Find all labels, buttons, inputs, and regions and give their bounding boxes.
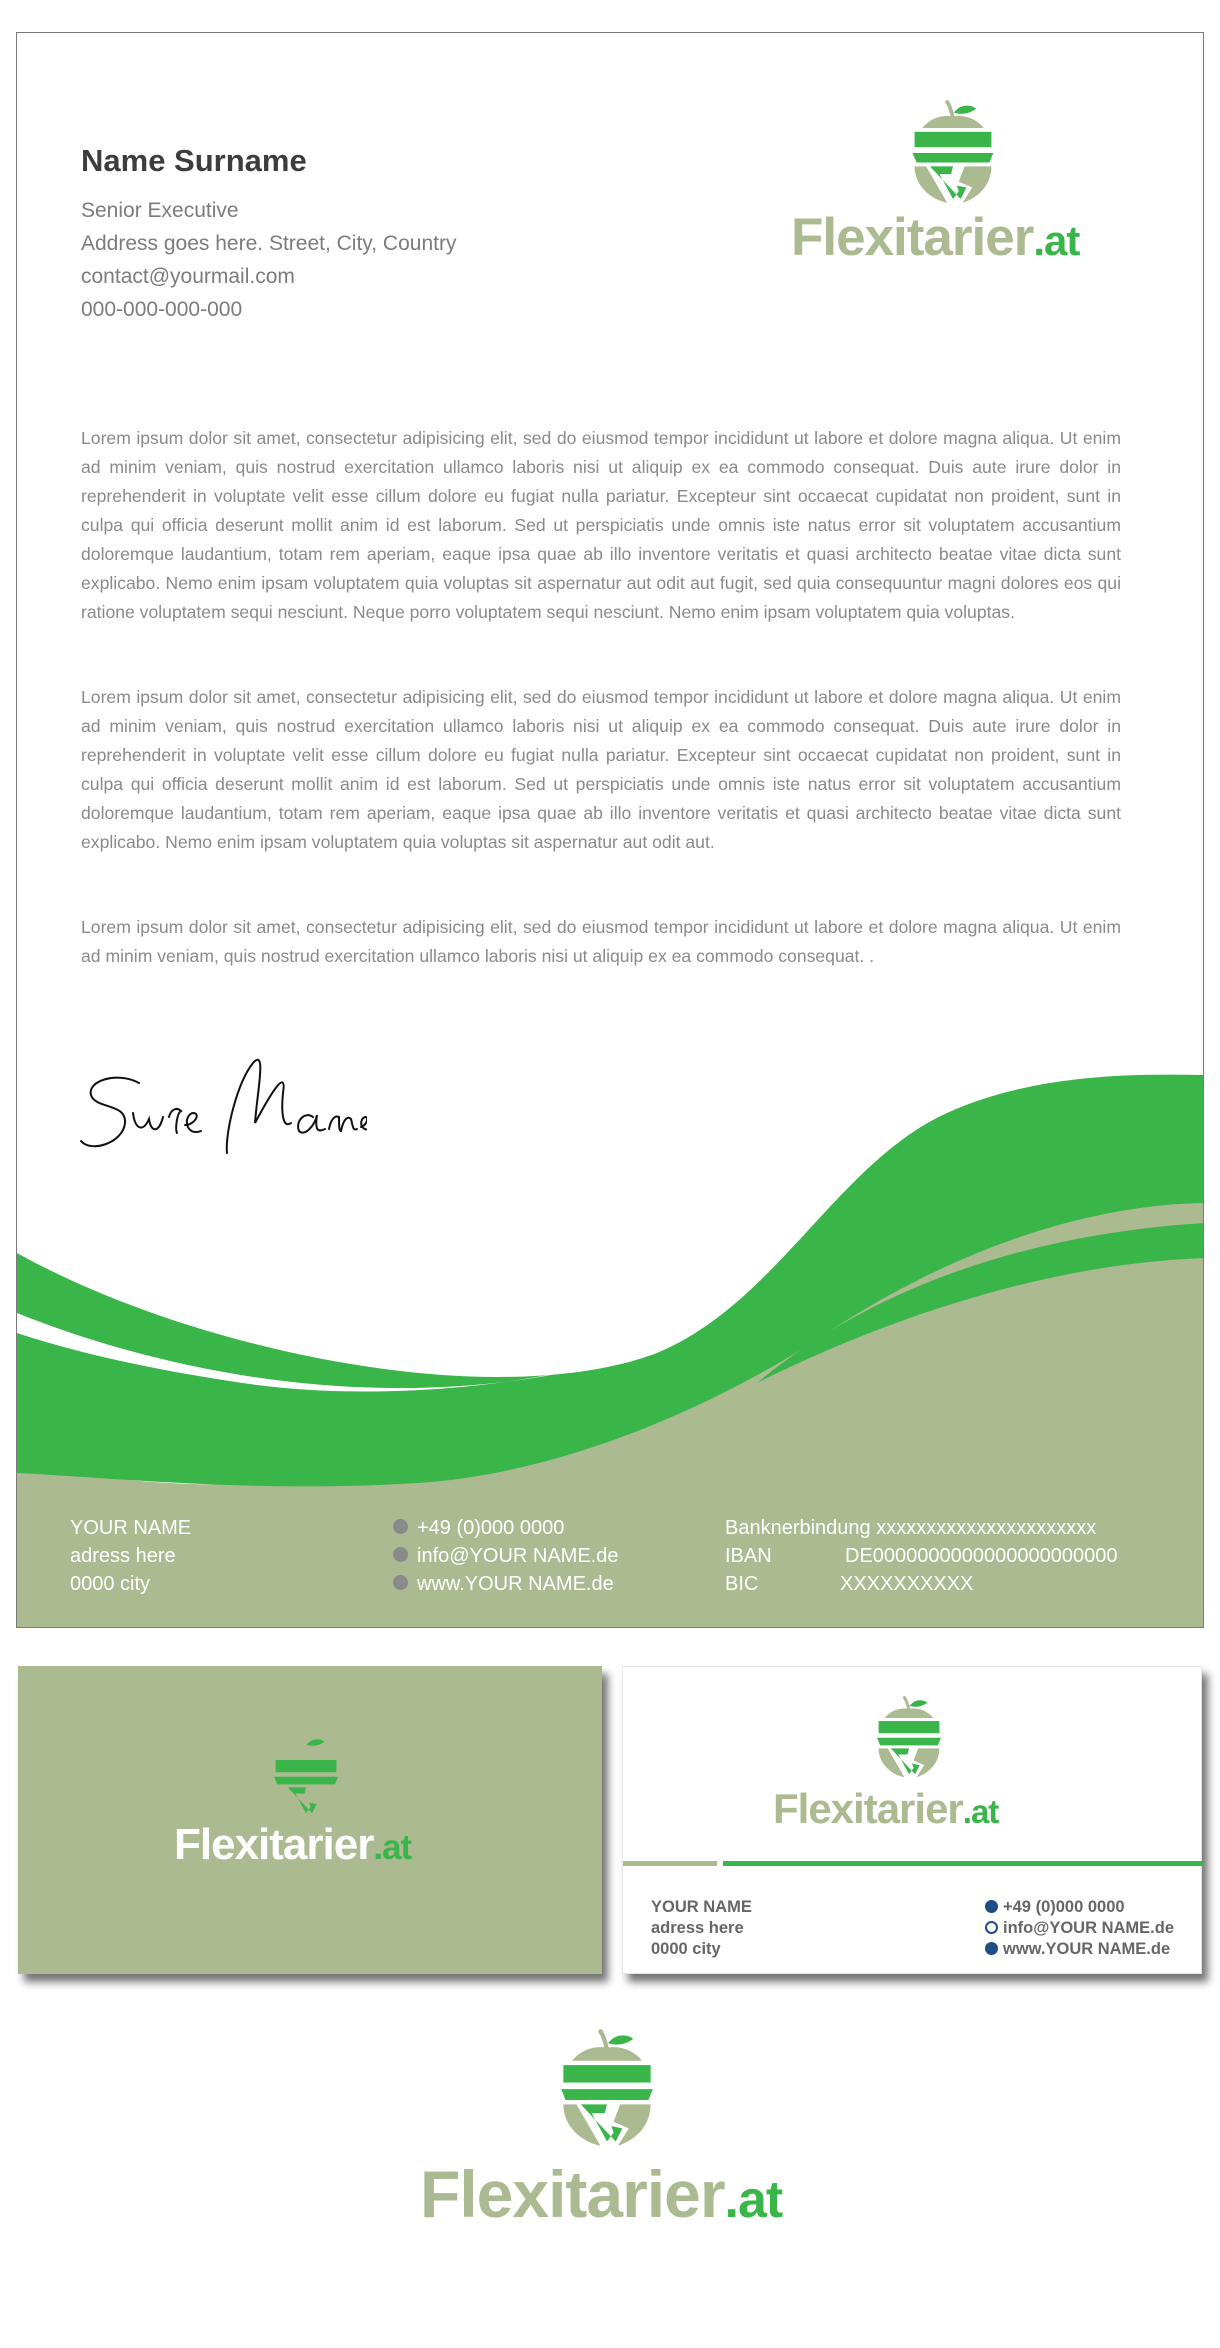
brand-logo-header	[791, 207, 1079, 268]
mail-icon	[985, 1921, 998, 1934]
apple-logo-icon	[871, 1693, 947, 1781]
apple-logo-icon	[268, 1734, 344, 1818]
footer-address-block	[70, 1514, 191, 1598]
sender-phone: 000-000-000-000	[81, 298, 243, 321]
brand-word: Flexitarier	[773, 1785, 963, 1832]
body-paragraph-3: Lorem ipsum dolor sit amet, consectetur adipisicing elit, sed do eiusmod tempor incididunt ut labore et dolore magna aliqua. Ut enim ad minim veniam, quis nostrud exercitation ullamco laboris nisi ut aliquip ex ea commodo consequat. .	[81, 917, 1121, 966]
sender-name: Name Surname	[81, 143, 307, 178]
card-name: YOUR NAME	[651, 1898, 752, 1916]
card-web: www.YOUR NAME.de	[1003, 1940, 1171, 1958]
brand-logo-large	[420, 2156, 782, 2232]
phone-icon	[985, 1900, 998, 1913]
card-address-block	[651, 1897, 752, 1960]
body-paragraph-1: Lorem ipsum dolor sit amet, consectetur adipisicing elit, sed do eiusmod tempor incididunt ut labore et dolore magna aliqua. Ut enim ad minim veniam, quis nostrud exercitation ullamco laboris nisi ut aliquip ex ea commodo consequat. Duis aute irure dolor in reprehenderit in voluptate velit esse cillum dolore eu fugiat nulla pariatur. Excepteur sint occaecat cupidatat non proident, sunt in culpa qui officia deserunt mollit anim id est laborum. Sed ut perspiciatis unde omnis iste natus error sit voluptatem accusantium doloremque laudantium, totam rem aperiam, eaque ipsa quae ab illo inventore veritatis et quasi architecto beatae vitae dicta sunt explicabo. Nemo enim ipsam voluptatem quia voluptas sit aspernatur aut odit aut fugit, sed quia consequuntur magni dolores eos qui ratione voluptatem sequi nesciunt. Neque porro voluptatem sequi nesciunt. Nemo enim ipsam voluptatem quia voluptas.	[81, 428, 1121, 622]
divider-sage	[623, 1861, 717, 1866]
brand-suffix: .at	[1033, 217, 1080, 264]
sender-email: contact@yourmail.com	[81, 265, 295, 288]
globe-icon	[393, 1575, 408, 1590]
brand-word: Flexitarier	[174, 1820, 374, 1869]
card-address: adress here	[651, 1919, 744, 1937]
footer-name: YOUR NAME	[70, 1517, 192, 1539]
apple-logo-icon	[552, 2028, 662, 2148]
footer-address: adress here	[70, 1545, 176, 1567]
card-email: info@YOUR NAME.de	[1003, 1919, 1175, 1937]
sender-address: Address goes here. Street, City, Country	[81, 232, 457, 255]
card-phone: +49 (0)000 0000	[1003, 1898, 1125, 1916]
footer-contact-block	[393, 1514, 618, 1598]
footer-bank-block	[725, 1514, 1118, 1598]
apple-logo-icon	[905, 99, 1001, 205]
bank-value: xxxxxxxxxxxxxxxxxxxxxx	[876, 1517, 1097, 1539]
brand-logo-card-front	[174, 1820, 411, 1870]
body-paragraph-2: Lorem ipsum dolor sit amet, consectetur adipisicing elit, sed do eiusmod tempor incididunt ut labore et dolore magna aliqua. Ut enim ad minim veniam, quis nostrud exercitation ullamco laboris nisi ut aliquip ex ea commodo consequat. Duis aute irure dolor in reprehenderit in voluptate velit esse cillum dolore eu fugiat nulla pariatur. Excepteur sint occaecat cupidatat non proident, sunt in culpa qui officia deserunt mollit anim id est laborum. Sed ut perspiciatis unde omnis iste natus error sit voluptatem accusantium doloremque laudantium, totam rem aperiam, eaque ipsa quae ab illo inventore veritatis et quasi architecto beatae vitae dicta sunt explicabo. Nemo enim ipsam voluptatem quia voluptas sit aspernatur aut odit aut.	[81, 687, 1121, 852]
phone-icon	[393, 1519, 408, 1534]
brand-suffix: .at	[373, 1828, 412, 1867]
sender-title: Senior Executive	[81, 199, 239, 222]
globe-icon	[985, 1942, 998, 1955]
footer-web: www.YOUR NAME.de	[417, 1573, 614, 1595]
bic-label: BIC	[725, 1573, 759, 1595]
brand-logo-card-back	[773, 1785, 998, 1833]
footer-email: info@YOUR NAME.de	[417, 1545, 619, 1567]
card-city: 0000 city	[651, 1940, 721, 1958]
iban-label: IBAN	[725, 1545, 772, 1567]
business-card-back	[622, 1666, 1202, 1974]
bank-label: Banknerbindung	[725, 1517, 871, 1539]
divider-green	[723, 1861, 1203, 1866]
bic-value: XXXXXXXXXX	[840, 1573, 974, 1595]
footer-city: 0000 city	[70, 1573, 151, 1595]
brand-suffix: .at	[724, 2171, 783, 2229]
business-card-front	[18, 1666, 602, 1974]
brand-suffix: .at	[962, 1793, 999, 1830]
card-contact-block	[985, 1897, 1174, 1960]
iban-value: DE0000000000000000000000	[845, 1545, 1118, 1567]
brand-word: Flexitarier	[791, 208, 1034, 267]
mail-icon	[393, 1547, 408, 1562]
brand-word: Flexitarier	[420, 2157, 725, 2231]
footer-phone: +49 (0)000 0000	[417, 1517, 565, 1539]
letterhead-page	[16, 32, 1204, 1628]
